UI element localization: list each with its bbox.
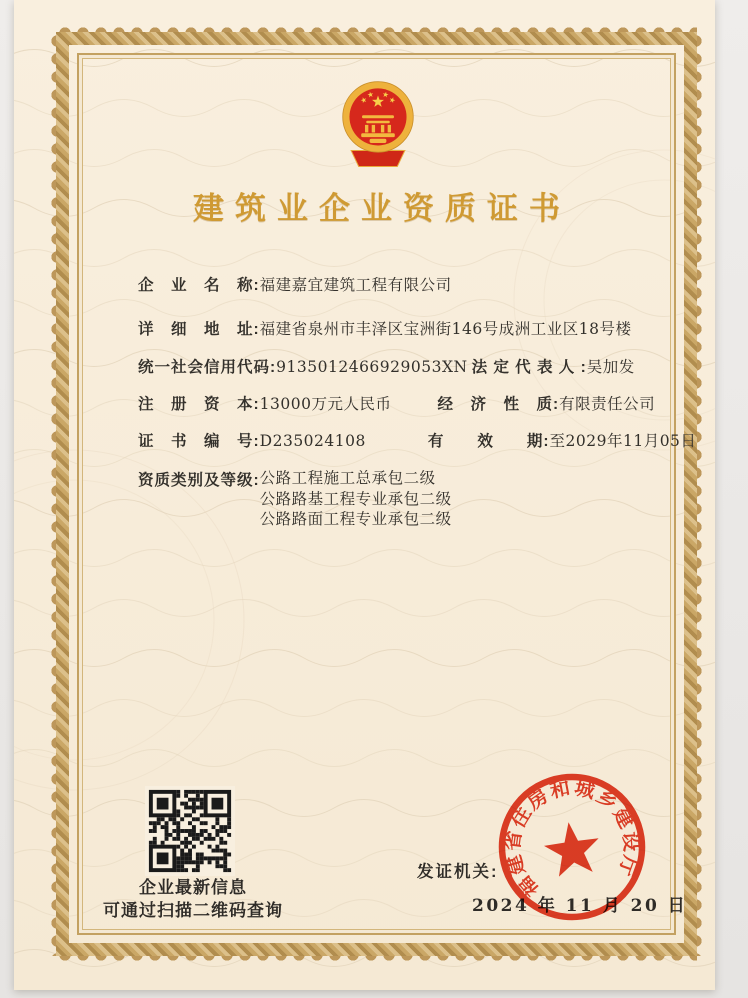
- official-seal: [490, 763, 654, 931]
- field-value: D235024108: [259, 432, 366, 450]
- qr-caption: [73, 876, 313, 922]
- field-label: 企 业 名 称:: [138, 277, 260, 294]
- qr-finder-top-left: [149, 790, 176, 817]
- field-value: 至2029年11月05日: [549, 432, 697, 450]
- qualification-item: 公路路基工程专业承包二级: [259, 489, 452, 508]
- certificate-title: 建筑业企业资质证书: [193, 191, 571, 226]
- field-value: 福建嘉宜建筑工程有限公司: [259, 276, 452, 294]
- field-label: 注 册 资 本:: [138, 396, 260, 413]
- field-capital-and-nature: [138, 392, 669, 414]
- field-company-name: [138, 273, 669, 295]
- field-label: 有 效 期:: [427, 433, 550, 450]
- field-credit-code-and-legal-rep: [138, 355, 669, 377]
- field-value: 9135012466929053XN: [276, 358, 468, 376]
- field-value: 13000万元人民币: [259, 395, 392, 413]
- field-label: 详 细 地 址:: [138, 321, 260, 338]
- qr-code-icon: [145, 786, 235, 876]
- field-label: 法 定 代 表 人 :: [471, 359, 587, 376]
- field-qualifications: [138, 468, 669, 530]
- field-label: 证 书 编 号:: [138, 433, 260, 450]
- field-value: 有限责任公司: [559, 395, 656, 413]
- seal-text: 福建省住房和城乡建设厅: [502, 777, 642, 901]
- qr-caption-line2: 可通过扫描二维码查询: [103, 901, 283, 920]
- qr-finder-top-right: [204, 790, 231, 817]
- field-address: [138, 317, 669, 339]
- field-label: 经 济 性 质:: [437, 396, 560, 413]
- qr-finder-bottom-left: [149, 845, 176, 872]
- china-national-emblem-icon: [336, 80, 420, 174]
- issuer-label: 发证机关:: [417, 863, 499, 881]
- certificate-paper: [14, 0, 715, 990]
- border-scallop-bottom: [56, 955, 697, 964]
- field-label: 资质类别及等级:: [138, 472, 260, 489]
- field-value: 福建省泉州市丰泽区宝洲街146号成洲工业区18号楼: [259, 320, 632, 338]
- field-value: 吴加发: [586, 358, 635, 376]
- issue-date: 2024 年 11 月 20 日: [472, 896, 688, 916]
- qualification-item: 公路路面工程专业承包二级: [259, 510, 452, 528]
- border-scallop-right: [696, 32, 705, 956]
- qr-caption-line1: 企业最新信息: [139, 878, 247, 897]
- qualification-item: 公路工程施工总承包二级: [259, 469, 436, 487]
- field-cert-number-and-validity: [138, 429, 697, 451]
- field-label: 统一社会信用代码:: [138, 359, 277, 376]
